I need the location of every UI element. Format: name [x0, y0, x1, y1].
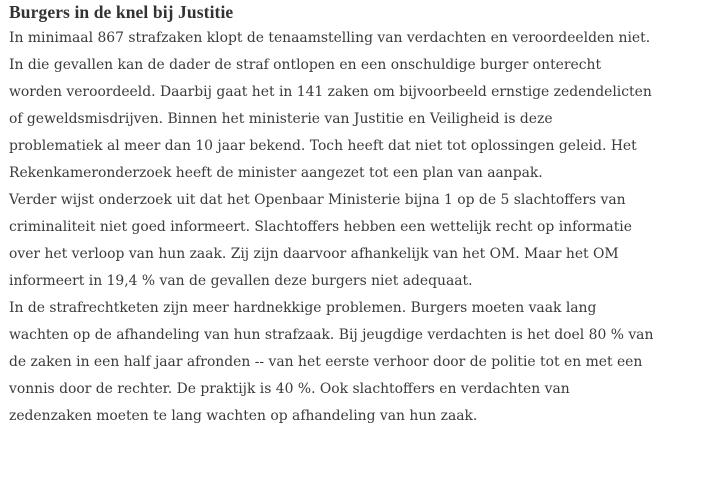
- paragraph-victim-information: [9, 187, 725, 295]
- paragraph-line: zedenzaken moeten te lang wachten op afhandeling van hun zaak.: [9, 408, 478, 424]
- paragraph-line: worden veroordeeld. Daarbij gaat het in 141 zaken om bijvoorbeeld ernstige zedendelicten: [9, 84, 652, 100]
- paragraph-mismatched-names: [9, 25, 725, 187]
- paragraph-line: problematiek al meer dan 10 jaar bekend. Toch heeft dat niet tot oplossingen geleid. Het: [9, 138, 637, 154]
- paragraph-line: criminaliteit niet goed informeert. Slachtoffers hebben een wettelijk recht op informatie: [9, 219, 632, 235]
- paragraph-case-delays: [9, 295, 725, 430]
- paragraph-line: Verder wijst onderzoek uit dat het Openbaar Ministerie bijna 1 op de 5 slachtoffers van: [9, 192, 626, 208]
- paragraph-line: de zaken in een half jaar afronden -- van het eerste verhoor door de politie tot en met een: [9, 354, 643, 370]
- paragraph-line: In de strafrechtketen zijn meer hardnekkige problemen. Burgers moeten vaak lang: [9, 300, 597, 316]
- paragraph-line: Rekenkameronderzoek heeft de minister aangezet tot een plan van aanpak.: [9, 165, 543, 181]
- article-title: Burgers in de knel bij Justitie: [9, 2, 234, 22]
- paragraph-line: In minimaal 867 strafzaken klopt de tenaamstelling van verdachten en veroordeelden niet.: [9, 30, 651, 46]
- paragraph-line: wachten op de afhandeling van hun strafzaak. Bij jeugdige verdachten is het doel 80 % van: [9, 327, 654, 343]
- paragraph-line: of geweldsmisdrijven. Binnen het ministerie van Justitie en Veiligheid is deze: [9, 111, 553, 127]
- paragraph-line: In die gevallen kan de dader de straf ontlopen en een onschuldige burger onterecht: [9, 57, 602, 73]
- paragraph-line: vonnis door de rechter. De praktijk is 40 %. Ook slachtoffers en verdachten van: [9, 381, 570, 397]
- article: [9, 0, 725, 430]
- paragraph-line: informeert in 19,4 % van de gevallen deze burgers niet adequaat.: [9, 273, 473, 289]
- paragraph-line: over het verloop van hun zaak. Zij zijn daarvoor afhankelijk van het OM. Maar het OM: [9, 246, 619, 262]
